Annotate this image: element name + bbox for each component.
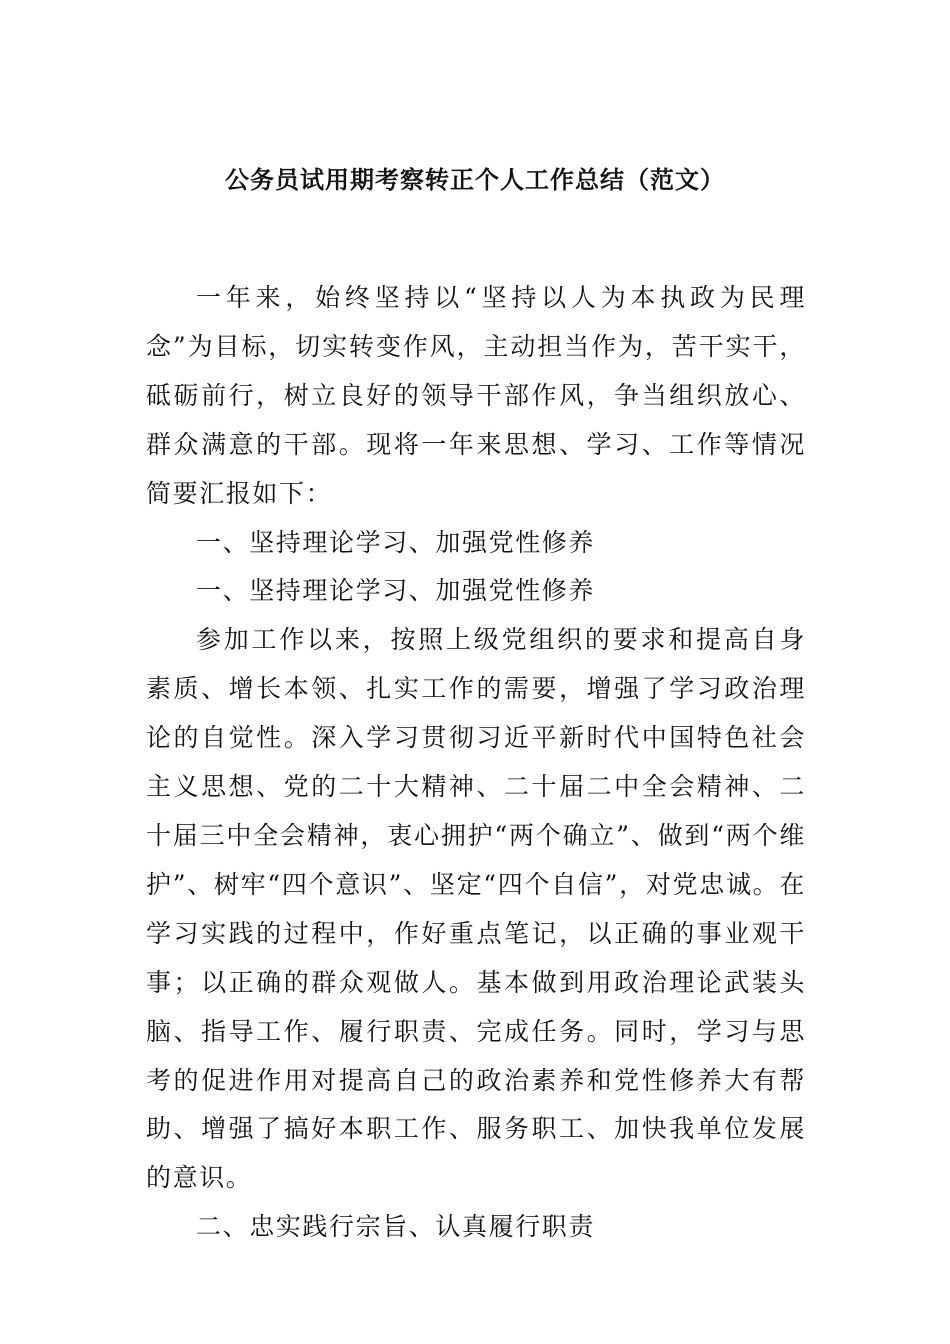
- section-heading-2: 二、忠实践行宗旨、认真履行职责: [196, 1212, 596, 1242]
- section-1-paragraph: 参加工作以来，按照上级党组织的要求和提高自身素质、增长本领、扎实工作的需要，增强了学习政治理论的自觉性。深入学习贯彻习近平新时代中国特色社会主义思想、党的二十大精神、二十届二中全会精神、二十届三中全会精神，衷心拥护“两个确立”、做到“两个维护”、树牢“四个意识”、坚定“四个自信”，对党忠诚。在学习实践的过程中，作好重点笔记，以正确的事业观干事；以正确的群众观做人。基本做到用政治理论武装头脑、指导工作、履行职责、完成任务。同时，学习与思考的促进作用对提高自己的政治素养和党性修养大有帮助、增强了搞好本职工作、服务职工、加快我单位发展的意识。: [146, 625, 806, 1193]
- intro-paragraph: 一年来，始终坚持以“坚持以人为本执政为民理念”为目标，切实转变作风，主动担当作为，苦干实干，砥砺前行，树立良好的领导干部作风，争当组织放心、群众满意的干部。现将一年来思想、学习、工作等情况简要汇报如下：: [146, 283, 806, 508]
- document-body: [146, 274, 806, 1252]
- section-heading-1: 一、坚持理论学习、加强党性修养: [196, 527, 596, 557]
- document-title: 公务员试用期考察转正个人工作总结（范文）: [225, 165, 725, 194]
- section-heading-1-repeat: 一、坚持理论学习、加强党性修养: [196, 576, 596, 606]
